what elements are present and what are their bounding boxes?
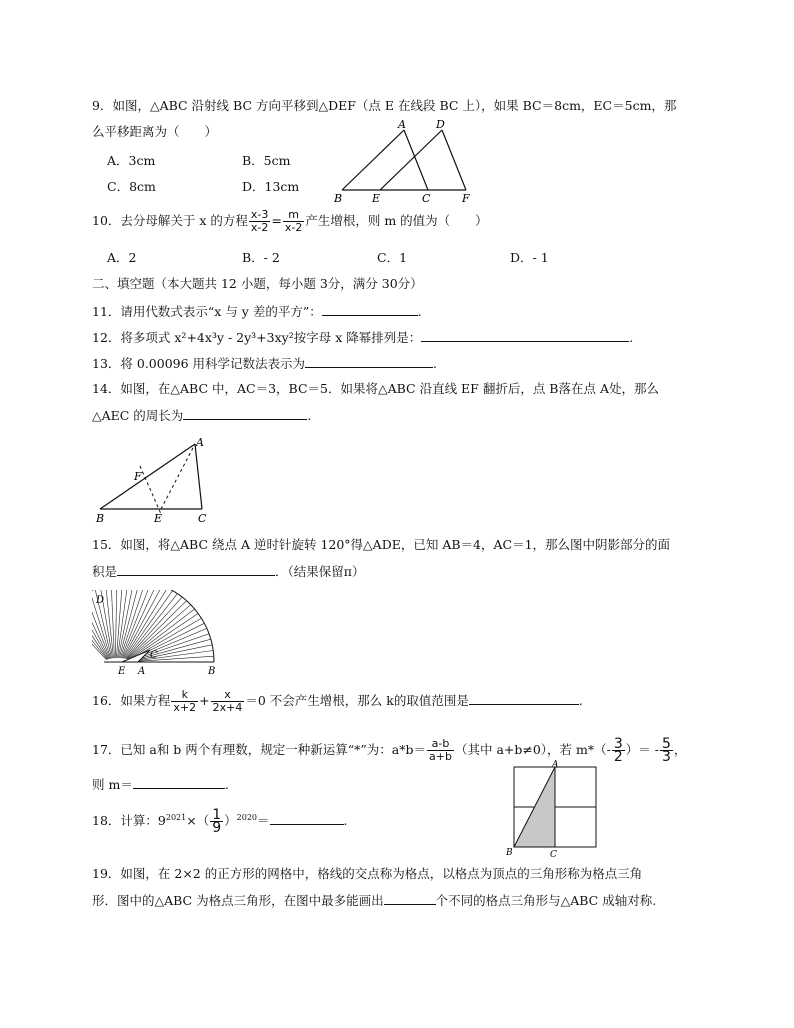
q10-f2-num: m: [283, 209, 304, 222]
q9-label-c: C: [422, 192, 431, 205]
q18-end: .: [343, 813, 348, 829]
q10-stem: [92, 206, 488, 236]
q18-exp2: 2020: [236, 813, 257, 822]
q9-option-c: C．8cm: [107, 179, 156, 194]
q17-f-den: a+b: [429, 750, 452, 763]
q10-text-post: 产生增根，则 m 的值为（ ）: [305, 213, 488, 228]
q16-end: .: [578, 693, 583, 708]
section-title-fill-in: 二、填空题（本大题共 12 小题，每小题 3分，满分 30分）: [92, 276, 423, 291]
q17-f2-den: 2: [613, 749, 623, 765]
q13-end: .: [433, 356, 438, 371]
q16-f2-num: x: [211, 689, 245, 702]
q12-text: 12．将多项式 x²+4x³y - 2y³+3xy²按字母 x 降幂排列是：: [92, 330, 422, 345]
q13-stem: [92, 355, 437, 372]
q10-text-pre: 10．去分母解关于 x 的方程: [92, 213, 248, 228]
q17-text-pre: 17．已知 a和 b 两个有理数，规定一种新运算“*”为：a*b＝: [92, 742, 427, 757]
q14-label-a: A: [196, 436, 204, 449]
q17-f3-num: 5: [662, 736, 671, 752]
q18-answer-blank[interactable]: [270, 812, 344, 825]
q9-option-a: A．3cm: [107, 153, 156, 168]
q10-f1-den: x-2: [250, 221, 269, 234]
q17-line2-text: 则 m＝: [92, 777, 133, 792]
q15-hatch-line: [111, 590, 114, 658]
q9-option-d: D．13cm: [242, 179, 300, 194]
q19-answer-blank[interactable]: [384, 892, 436, 905]
q11-answer-blank[interactable]: [322, 303, 418, 316]
q14-end: .: [307, 408, 312, 423]
q19-label-a: A: [552, 760, 559, 770]
q14-label-b: B: [96, 512, 105, 525]
q17-answer-blank[interactable]: [133, 776, 225, 789]
q19-label-b: B: [506, 848, 513, 858]
q9-label-a: A: [398, 118, 406, 131]
q11-end: .: [417, 304, 422, 319]
q9-stem-line1: 9．如图，△ABC 沿射线 BC 方向平移到△DEF（点 E 在线段 BC 上），如果 BC＝8cm，EC＝5cm，那: [92, 98, 677, 113]
q18-exp1: 2021: [165, 813, 187, 822]
q18-fraction: [210, 807, 223, 837]
q11-text: 11．请用代数式表示“x 与 y 差的平方”：: [92, 304, 322, 319]
q10-eq: =: [271, 213, 282, 228]
q13-text: 13．将 0.00096 用科学记数法表示为: [92, 356, 306, 371]
q12-answer-blank[interactable]: [421, 329, 629, 342]
q17-text-mid: （其中 a+b≠0），若 m*（-: [454, 742, 611, 757]
q10-option-c: C．1: [377, 250, 408, 265]
q19-figure: [500, 760, 604, 860]
q15-label-a: A: [138, 666, 146, 677]
q15-label-b: B: [208, 666, 216, 677]
q15-hatch-line: [123, 590, 162, 658]
q17-comma: ，: [673, 742, 687, 757]
q15-hatch-line: [124, 590, 167, 658]
q15-hatch-line: [116, 590, 122, 658]
q15-figure: [92, 590, 232, 680]
q14-figure: [92, 434, 222, 526]
q16-f2-den: 2x+4: [212, 701, 243, 714]
q17-stem-line2: [92, 776, 229, 793]
q12-end: .: [629, 330, 634, 345]
q19-stem-line2: [92, 892, 656, 909]
q9-option-b: B．5cm: [242, 153, 291, 168]
q16-plus: +: [199, 693, 210, 708]
q19-stem-line1: 19．如图，在 2×2 的正方形的网格中，格线的交点称为格点，以格点为顶点的三角形称为格点三角: [92, 866, 643, 881]
q15-small-triangle: [122, 650, 150, 662]
q17-f2-num: 3: [613, 736, 623, 752]
q10-f2-den: x-2: [284, 221, 303, 234]
q14-label-e: E: [154, 512, 163, 525]
q15-stem-line1: 15．如图，将△ABC 绕点 A 逆时针旋转 120°得△ADE，已知 AB＝4，AC＝1，那么图中阴影部分的面: [92, 537, 671, 552]
q19-line2-pre: 形．图中的△ABC 为格点三角形，在图中最多能画出: [92, 893, 384, 908]
q15-answer-blank[interactable]: [117, 563, 275, 576]
q13-answer-blank[interactable]: [305, 355, 433, 368]
q17-f3-den: 3: [662, 749, 671, 765]
q19-line2-post: 个不同的格点三角形与△ABC 成轴对称.: [435, 893, 657, 908]
q17-fraction-3: [660, 738, 673, 763]
q9-label-d: D: [436, 118, 445, 131]
q18-text-pre: 18．计算：9: [92, 813, 166, 829]
q14-stem-line1: 14．如图，在△ABC 中，AC＝3，BC＝5．如果将△ABC 沿直线 EF 翻折后，点 B落在点 A处，那么: [92, 381, 659, 396]
q17-f-num: a-b: [427, 738, 454, 751]
q18-text-mid: ×（: [186, 813, 210, 829]
q15-label-e: E: [118, 666, 126, 677]
q14-label-c: C: [198, 512, 207, 525]
q10-fraction-1: [249, 209, 270, 234]
q15-label-c: C: [150, 650, 158, 661]
q18-close: ）: [224, 813, 237, 829]
q14-label-f: F: [134, 470, 142, 483]
q9-label-b: B: [334, 192, 343, 205]
q16-text-post: ＝0 不会产生增根，那么 k的取值范围是: [245, 693, 469, 708]
q17-fraction-2: [612, 738, 625, 763]
q16-answer-blank[interactable]: [469, 692, 579, 705]
q16-text-pre: 16．如果方程: [92, 693, 171, 708]
q18-f-num: 1: [212, 807, 222, 824]
q10-fraction-2: [283, 209, 304, 234]
q15-label-d: D: [96, 595, 105, 606]
q18-f-den: 9: [212, 820, 222, 837]
q15-line2-pre: 积是: [92, 564, 118, 579]
q16-f1-num: k: [171, 689, 198, 702]
q14-line2-text: △AEC 的周长为: [92, 408, 184, 423]
q12-stem: [92, 329, 633, 346]
q10-option-b: B．- 2: [242, 250, 280, 265]
q18-stem: [92, 802, 348, 837]
q14-stem-line2: [92, 407, 311, 424]
q15-hatch-line: [132, 656, 214, 662]
q15-stem-line2: [92, 563, 364, 580]
q17-text-eq: ）＝ -: [625, 742, 659, 757]
q10-f1-num: x-3: [250, 208, 269, 221]
q16-fraction-1: [171, 689, 198, 714]
q16-f1-den: x+2: [173, 701, 197, 714]
q15-line2-post: ．（结果保留π）: [275, 564, 365, 579]
q9-figure: [330, 116, 480, 206]
q9-stem-line2: 么平移距离为（ ）: [92, 124, 218, 139]
q17-end: .: [224, 777, 229, 792]
q11-stem: [92, 303, 422, 320]
q18-eq: ＝: [257, 813, 270, 829]
q16-stem: [92, 686, 583, 716]
q19-label-c: C: [550, 850, 557, 860]
q9-label-e: E: [372, 192, 381, 205]
q16-fraction-2: [211, 689, 245, 714]
q14-answer-blank[interactable]: [183, 407, 307, 420]
q17-fraction-op: [427, 738, 454, 763]
q9-label-f: F: [462, 192, 470, 205]
q15-hatch-line: [115, 590, 116, 658]
q10-option-d: D．- 1: [510, 250, 549, 265]
q10-option-a: A．2: [107, 250, 137, 265]
